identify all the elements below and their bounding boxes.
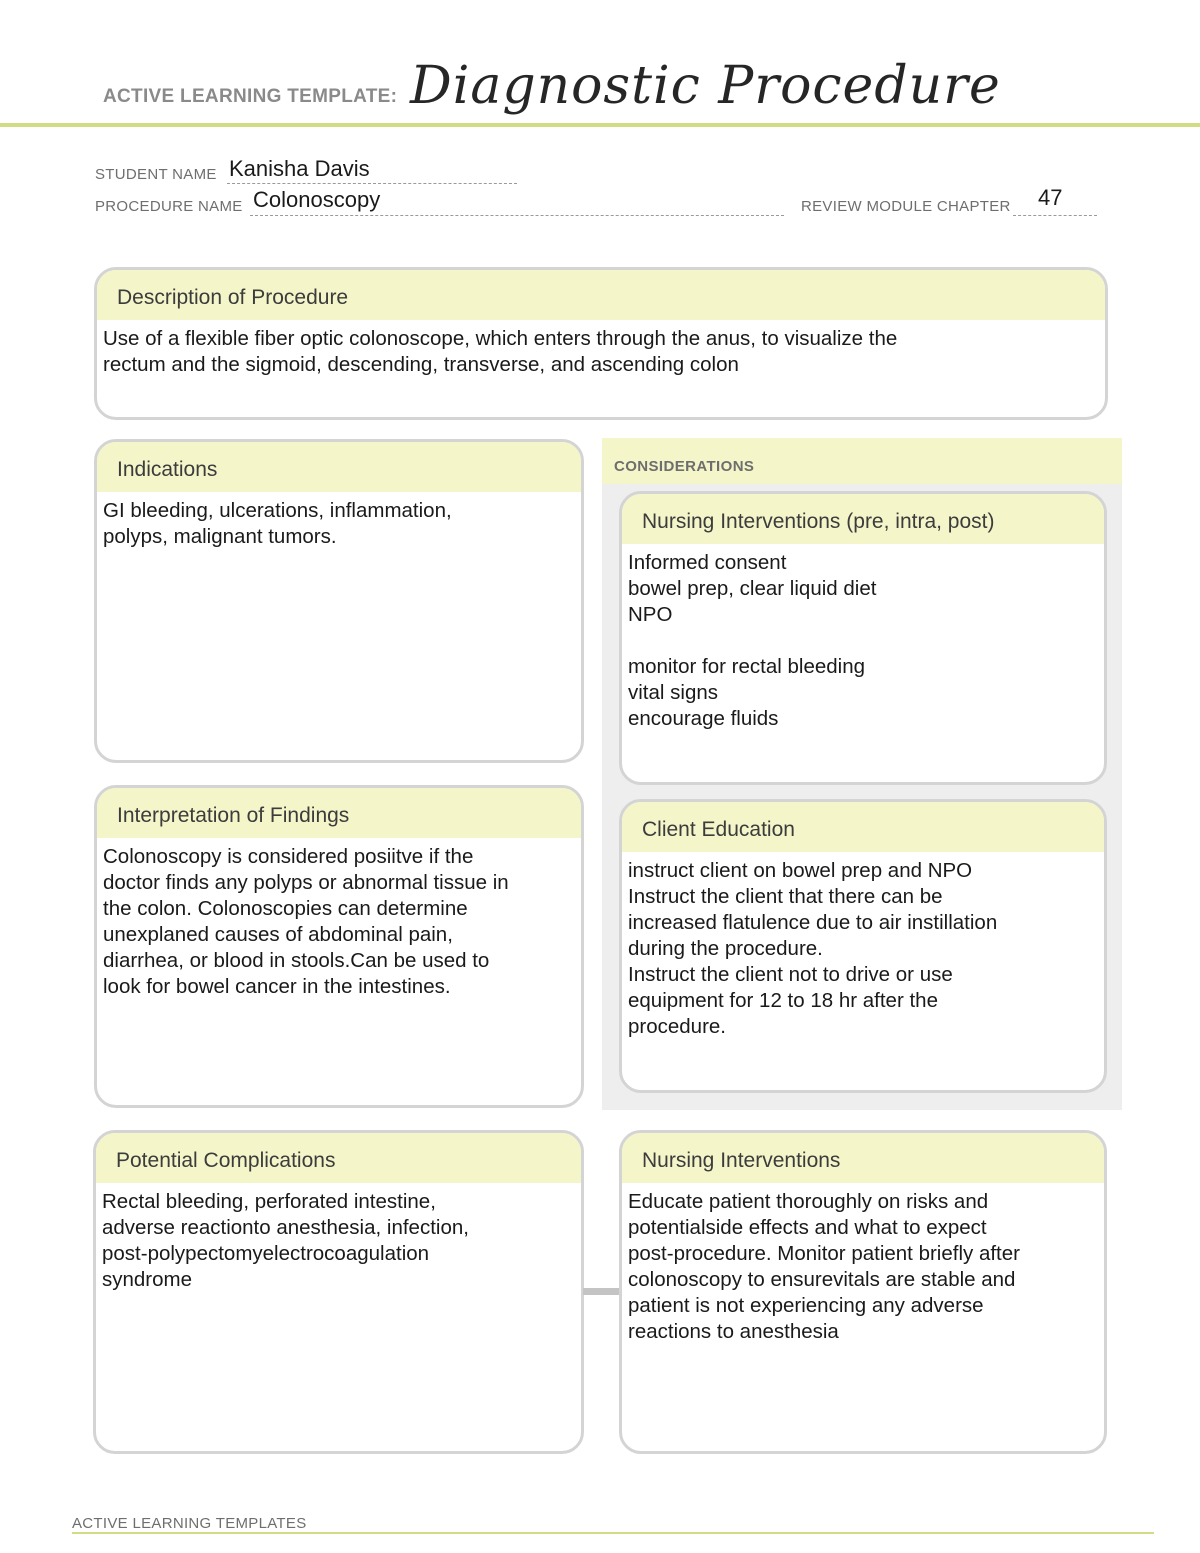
header-rule bbox=[0, 123, 1200, 127]
review-module-line bbox=[1013, 215, 1097, 216]
interpretation-title: Interpretation of Findings bbox=[97, 788, 581, 838]
client-education-box bbox=[619, 799, 1107, 1093]
considerations-label: CONSIDERATIONS bbox=[614, 458, 755, 475]
indications-text[interactable]: GI bleeding, ulcerations, inflammation, polyps, malignant tumors. bbox=[103, 499, 452, 548]
footer-label: ACTIVE LEARNING TEMPLATES bbox=[72, 1515, 307, 1532]
nursing-pre-title: Nursing Interventions (pre, intra, post) bbox=[622, 494, 1104, 544]
nursing-interventions-text[interactable]: Educate patient thoroughly on risks and potentialside effects and what to expect post-procedure. Monitor patient briefly after colonoscopy to ensurevitals are stable and patient is not experiencing any adverse reactions to anesthesia bbox=[628, 1190, 1020, 1343]
description-title: Description of Procedure bbox=[97, 270, 1105, 320]
nursing-pre-box bbox=[619, 491, 1107, 785]
indications-box bbox=[94, 439, 584, 763]
template-title: Diagnostic Procedure bbox=[410, 56, 1001, 116]
student-name-field[interactable]: Kanisha Davis bbox=[229, 156, 370, 181]
interpretation-text[interactable]: Colonoscopy is considered posiitve if the doctor finds any polyps or abnormal tissue in the colon. Colonoscopies can determine unexplaned causes of abdominal pain, diarrhea, or blood in stools.Can be used to look for bowel cancer in the intestines. bbox=[103, 845, 509, 998]
description-box bbox=[94, 267, 1108, 420]
nursing-interventions-box bbox=[619, 1130, 1107, 1454]
complications-title: Potential Complications bbox=[96, 1133, 581, 1183]
template-label: ACTIVE LEARNING TEMPLATE: bbox=[103, 86, 398, 107]
connector-bar bbox=[583, 1288, 621, 1295]
complications-text[interactable]: Rectal bleeding, perforated intestine, adverse reactionto anesthesia, infection, post-polypectomyelectrocoagulation syndrome bbox=[102, 1190, 469, 1291]
review-module-label: REVIEW MODULE CHAPTER bbox=[801, 198, 1011, 215]
complications-box bbox=[93, 1130, 584, 1454]
student-name-label: STUDENT NAME bbox=[95, 166, 217, 183]
nursing-interventions-title: Nursing Interventions bbox=[622, 1133, 1104, 1183]
footer-rule bbox=[72, 1532, 1154, 1534]
student-name-line bbox=[227, 183, 517, 184]
procedure-name-field[interactable]: Colonoscopy bbox=[253, 187, 381, 212]
procedure-name-label: PROCEDURE NAME bbox=[95, 198, 243, 215]
review-module-field[interactable]: 47 bbox=[1038, 185, 1063, 210]
nursing-pre-text[interactable]: Informed consent bowel prep, clear liquid diet NPO monitor for rectal bleeding vital signs encourage fluids bbox=[628, 551, 877, 730]
client-education-text[interactable]: instruct client on bowel prep and NPO Instruct the client that there can be increased flatulence due to air instillation during the procedure. Instruct the client not to drive or use equipment for 12 to 18 hr after the procedure. bbox=[628, 859, 998, 1038]
interpretation-box bbox=[94, 785, 584, 1108]
client-education-title: Client Education bbox=[622, 802, 1104, 852]
procedure-name-line bbox=[250, 215, 784, 216]
description-text[interactable]: Use of a flexible fiber optic colonoscope, which enters through the anus, to visualize the rectum and the sigmoid, descending, transverse, and ascending colon bbox=[103, 327, 898, 376]
indications-title: Indications bbox=[97, 442, 581, 492]
